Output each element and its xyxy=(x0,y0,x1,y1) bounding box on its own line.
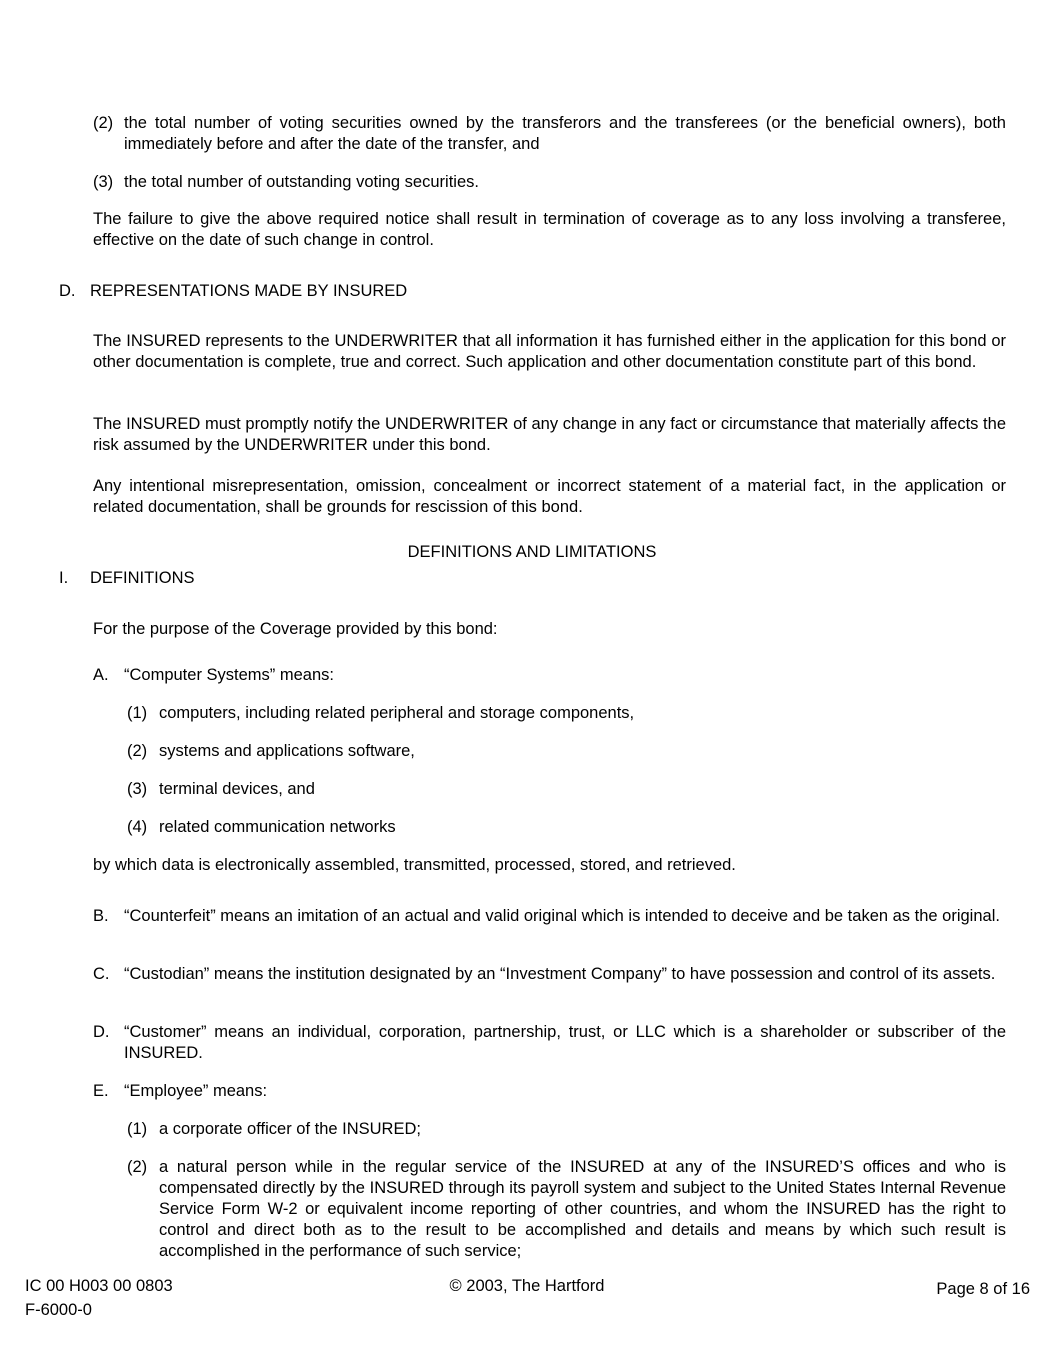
sub-list-text: related communication networks xyxy=(159,818,396,836)
footer-page-number: Page 8 of 16 xyxy=(936,1280,1030,1298)
list-item xyxy=(93,172,1006,194)
definition-e xyxy=(93,1081,1006,1103)
definition-letter: E. xyxy=(93,1082,109,1100)
section-d-letter: D. xyxy=(59,282,76,300)
sub-list-number: (1) xyxy=(127,1120,148,1138)
sub-list-item xyxy=(127,1119,1006,1141)
definition-d xyxy=(93,1022,1006,1066)
definition-letter: C. xyxy=(93,965,110,983)
sub-list-text: systems and applications software, xyxy=(159,742,415,760)
list-text: the total number of outstanding voting securities. xyxy=(124,173,479,191)
sub-list-text: computers, including related peripheral and storage components, xyxy=(159,704,635,722)
sub-list-text: a corporate officer of the INSURED; xyxy=(159,1120,421,1138)
sub-list-number: (1) xyxy=(127,704,148,722)
definition-text: “Counterfeit” means an imitation of an actual and valid original which is intended to deceive and be taken as the original. xyxy=(124,907,1000,925)
list-text: the total number of voting securities owned by the transferors and the transferees (or the beneficial owners), both immediately before and after the date of the transfer, and xyxy=(124,114,1006,153)
definition-letter: D. xyxy=(93,1023,110,1041)
sub-list-item xyxy=(127,779,1006,801)
footer-form-number: IC 00 H003 00 0803 xyxy=(25,1277,173,1295)
sub-list-item xyxy=(127,741,1006,763)
section-i-heading: DEFINITIONS xyxy=(90,569,195,587)
sub-list-item xyxy=(127,703,1006,725)
failure-paragraph: The failure to give the above required notice shall result in termination of coverage as to any loss involving a transferee, effective on the date of such change in control. xyxy=(93,210,1006,249)
purpose-text: For the purpose of the Coverage provided by this bond: xyxy=(93,620,498,638)
sub-list-text: terminal devices, and xyxy=(159,780,315,798)
footer-form-code: F-6000-0 xyxy=(25,1301,92,1319)
definition-a-after: by which data is electronically assembled, transmitted, processed, stored, and retrieved. xyxy=(93,856,736,874)
sub-list-number: (3) xyxy=(127,780,148,798)
list-item xyxy=(93,113,1006,157)
definition-letter: A. xyxy=(93,666,109,684)
definition-text: “Employee” means: xyxy=(124,1082,268,1100)
sub-list-number: (4) xyxy=(127,818,148,836)
list-number: (2) xyxy=(93,114,114,132)
notify-paragraph: The INSURED must promptly notify the UNDERWRITER of any change in any fact or circumstance that materially affects the risk assumed by the UNDERWRITER under this bond. xyxy=(93,415,1006,454)
representation-paragraph: The INSURED represents to the UNDERWRITER that all information it has furnished either in the application for this bond or other documentation is complete, true and correct. Such application and other documentation constitute part of this bond. xyxy=(93,332,1006,371)
list-number: (3) xyxy=(93,173,114,191)
footer-copyright: © 2003, The Hartford xyxy=(449,1277,605,1295)
definitions-title: DEFINITIONS AND LIMITATIONS xyxy=(407,543,657,561)
definition-b xyxy=(93,906,1006,950)
definition-c xyxy=(93,964,1006,1008)
definition-a xyxy=(93,665,1006,687)
sub-list-number: (2) xyxy=(127,1158,148,1176)
sub-list-item xyxy=(127,1157,1006,1263)
sub-list-text: a natural person while in the regular service of the INSURED at any of the INSURED’S offices and who is compensated directly by the INSURED through its payroll system and subject to the United States Internal Revenue Service Form W-2 or equivalent income reporting of other countries, and whom the INSURED has the right to control and direct both as to the result to be accomplished and details and means by which such result is accomplished in the performance of such service; xyxy=(159,1158,1006,1260)
sub-list-item xyxy=(127,817,1006,839)
section-d-heading: REPRESENTATIONS MADE BY INSURED xyxy=(90,282,408,300)
definition-text: “Computer Systems” means: xyxy=(124,666,334,684)
definition-letter: B. xyxy=(93,907,109,925)
definition-text: “Customer” means an individual, corporation, partnership, trust, or LLC which is a shareholder or subscriber of the INSURED. xyxy=(124,1023,1006,1062)
section-i-number: I. xyxy=(59,569,69,587)
definition-text: “Custodian” means the institution designated by an “Investment Company” to have possession and control of its assets. xyxy=(124,965,996,983)
misrepresentation-paragraph: Any intentional misrepresentation, omission, concealment or incorrect statement of a material fact, in the application or related documentation, shall be grounds for rescission of this bond. xyxy=(93,477,1006,516)
sub-list-number: (2) xyxy=(127,742,148,760)
